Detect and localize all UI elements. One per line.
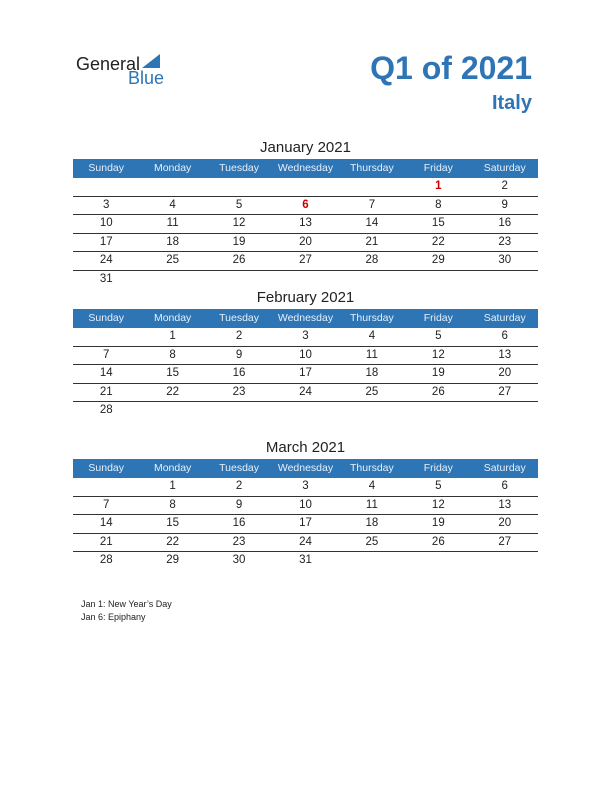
- day-cell: [206, 271, 272, 289]
- day-cell: 15: [431, 217, 445, 229]
- day-cell: 10: [299, 348, 312, 361]
- day-cell: 7: [368, 198, 376, 211]
- day-cell: 30: [232, 554, 246, 566]
- weekday-label: Wednesday: [277, 312, 334, 324]
- day-cell: 10: [299, 498, 312, 511]
- day-cell: 12: [431, 498, 445, 511]
- day-cell: [73, 478, 139, 496]
- day-cell: 26: [431, 385, 445, 398]
- day-cell: 14: [365, 217, 379, 229]
- holiday-notes: [81, 598, 172, 624]
- weekday-label: Friday: [423, 462, 453, 474]
- day-cell: [206, 178, 272, 196]
- day-cell: 17: [299, 517, 312, 529]
- day-cell: 27: [299, 254, 312, 266]
- day-cell: 25: [365, 385, 379, 398]
- day-cell: 1: [169, 330, 176, 342]
- day-cell: 13: [498, 348, 512, 361]
- week-row: [73, 197, 538, 216]
- weekday-header: [73, 309, 538, 328]
- day-cell: [339, 552, 405, 570]
- day-cell: 20: [498, 517, 512, 529]
- weekday-header: [73, 459, 538, 478]
- day-cell: 8: [169, 348, 176, 361]
- day-cell: 14: [99, 517, 113, 529]
- holiday-note: Jan 1: New Year’s Day: [81, 599, 172, 609]
- day-cell: 7: [103, 348, 110, 361]
- day-cell: 2: [235, 330, 243, 342]
- day-cell: 11: [166, 217, 179, 229]
- weekday-label: Monday: [153, 312, 192, 324]
- day-cell: 4: [368, 330, 376, 342]
- day-cell: 23: [498, 235, 512, 248]
- day-cell: 11: [365, 498, 378, 511]
- day-cell: 22: [166, 535, 180, 548]
- weekday-label: Sunday: [88, 312, 125, 324]
- weekday-label: Saturday: [483, 312, 526, 324]
- weekday-label: Monday: [153, 462, 192, 474]
- day-cell: 7: [103, 498, 110, 511]
- week-row: [73, 497, 538, 516]
- day-cell: 26: [431, 535, 445, 548]
- day-cell: 16: [498, 217, 512, 229]
- weekday-label: Saturday: [483, 462, 526, 474]
- day-cell: [472, 552, 538, 570]
- day-cell: [339, 271, 405, 289]
- weekday-label: Thursday: [350, 162, 394, 174]
- day-cell: 10: [99, 217, 113, 229]
- weekday-label: Saturday: [483, 162, 526, 174]
- day-cell: 15: [166, 367, 180, 379]
- day-cell: 22: [431, 235, 445, 248]
- day-cell: 9: [501, 198, 508, 211]
- weekday-label: Friday: [423, 312, 453, 324]
- day-cell: 25: [166, 254, 180, 266]
- day-cell: 5: [235, 198, 243, 211]
- day-cell: 28: [365, 254, 379, 266]
- day-cell: [139, 402, 205, 420]
- day-cell: 5: [435, 480, 442, 492]
- holiday-note: Jan 6: Epiphany: [81, 612, 146, 622]
- month-title: January 2021: [260, 139, 351, 156]
- weekday-label: Sunday: [88, 162, 125, 174]
- week-row: [73, 534, 538, 553]
- day-cell: 2: [501, 180, 508, 192]
- day-cell: 1: [169, 480, 176, 492]
- day-cell: 12: [431, 348, 445, 361]
- day-cell: [405, 552, 471, 570]
- day-cell: 4: [169, 198, 176, 211]
- week-row: [73, 347, 538, 366]
- day-cell: 29: [166, 554, 180, 566]
- day-cell: [272, 402, 338, 420]
- day-cell: 31: [99, 272, 113, 285]
- logo: [76, 52, 176, 92]
- day-cell: 19: [232, 235, 246, 248]
- day-cell: 17: [99, 235, 113, 248]
- day-cell: 22: [166, 385, 180, 398]
- day-cell: 21: [99, 535, 113, 548]
- week-row: [73, 552, 538, 570]
- day-cell: 18: [365, 367, 379, 379]
- day-cell: 21: [99, 385, 113, 398]
- day-cell: 9: [235, 498, 243, 511]
- day-cell: 9: [235, 348, 243, 361]
- month-title: March 2021: [265, 439, 346, 456]
- month-february: [73, 287, 538, 420]
- day-cell: 27: [498, 385, 512, 398]
- day-cell: 16: [232, 367, 246, 379]
- week-row: [73, 234, 538, 253]
- day-cell: 8: [435, 198, 442, 211]
- day-cell: 24: [99, 254, 113, 266]
- day-cell: 13: [299, 217, 312, 229]
- day-cell: [405, 271, 471, 289]
- logo-text-blue: Blue: [128, 68, 165, 88]
- weekday-label: Monday: [153, 162, 192, 174]
- day-cell: 29: [431, 254, 445, 266]
- day-cell: 3: [103, 198, 110, 211]
- day-cell: 23: [232, 385, 246, 398]
- week-row: [73, 178, 538, 197]
- day-cell: 26: [232, 254, 246, 266]
- day-cell: 6: [501, 330, 508, 342]
- day-cell: 18: [365, 517, 379, 529]
- day-cell: [73, 328, 139, 346]
- day-cell: 20: [498, 367, 512, 379]
- month-march: [73, 437, 538, 570]
- day-cell: [139, 271, 205, 289]
- week-row: [73, 402, 538, 420]
- holiday-day-cell: 6: [302, 198, 309, 211]
- weekday-label: Friday: [423, 162, 453, 174]
- day-cell: 20: [299, 235, 312, 248]
- weekday-label: Thursday: [350, 462, 394, 474]
- week-row: [73, 515, 538, 534]
- logo-text-general: General: [76, 54, 141, 74]
- day-cell: 18: [166, 235, 180, 248]
- day-cell: [73, 178, 139, 196]
- weekday-label: Sunday: [88, 462, 125, 474]
- day-cell: 21: [365, 235, 379, 248]
- day-cell: [272, 271, 338, 289]
- weekday-label: Wednesday: [277, 162, 334, 174]
- day-cell: 6: [501, 480, 508, 492]
- week-row: [73, 328, 538, 347]
- weekday-label: Thursday: [350, 312, 394, 324]
- weekday-label: Wednesday: [277, 462, 334, 474]
- day-cell: 19: [431, 367, 445, 379]
- day-cell: 8: [169, 498, 176, 511]
- day-cell: 3: [302, 330, 309, 342]
- day-cell: 14: [99, 367, 113, 379]
- country-label: Italy: [491, 92, 532, 114]
- weekday-label: Tuesday: [219, 312, 259, 324]
- day-cell: 3: [302, 480, 309, 492]
- day-cell: 27: [498, 535, 512, 548]
- day-cell: 23: [232, 535, 246, 548]
- day-cell: [206, 402, 272, 420]
- day-cell: 31: [299, 554, 312, 566]
- week-row: [73, 478, 538, 497]
- day-cell: [472, 402, 538, 420]
- day-cell: 16: [232, 517, 246, 529]
- month-title: February 2021: [256, 289, 355, 306]
- weekday-label: Tuesday: [219, 462, 259, 474]
- day-cell: 24: [299, 385, 312, 398]
- weekday-header: [73, 159, 538, 178]
- day-cell: 28: [99, 404, 113, 416]
- day-cell: 12: [232, 217, 246, 229]
- day-cell: 25: [365, 535, 379, 548]
- day-cell: [405, 402, 471, 420]
- day-cell: 4: [368, 480, 376, 492]
- day-cell: 30: [498, 254, 512, 266]
- day-cell: 15: [166, 517, 180, 529]
- page-title: Q1 of 2021: [370, 50, 532, 86]
- day-cell: [272, 178, 338, 196]
- day-cell: [339, 402, 405, 420]
- day-cell: 11: [365, 348, 378, 361]
- weekday-label: Tuesday: [219, 162, 259, 174]
- day-cell: 2: [235, 480, 243, 492]
- logo-triangle-icon: [142, 54, 160, 68]
- week-row: [73, 252, 538, 271]
- holiday-day-cell: 1: [435, 180, 442, 192]
- week-row: [73, 215, 538, 234]
- day-cell: 24: [299, 535, 312, 548]
- day-cell: 17: [299, 367, 312, 379]
- week-row: [73, 365, 538, 384]
- week-row: [73, 271, 538, 289]
- day-cell: 19: [431, 517, 445, 529]
- day-cell: 13: [498, 498, 512, 511]
- month-january: [73, 137, 538, 288]
- day-cell: 5: [435, 330, 442, 342]
- day-cell: [339, 178, 405, 196]
- day-cell: [472, 271, 538, 289]
- week-row: [73, 384, 538, 403]
- day-cell: [139, 178, 205, 196]
- day-cell: 28: [99, 554, 113, 566]
